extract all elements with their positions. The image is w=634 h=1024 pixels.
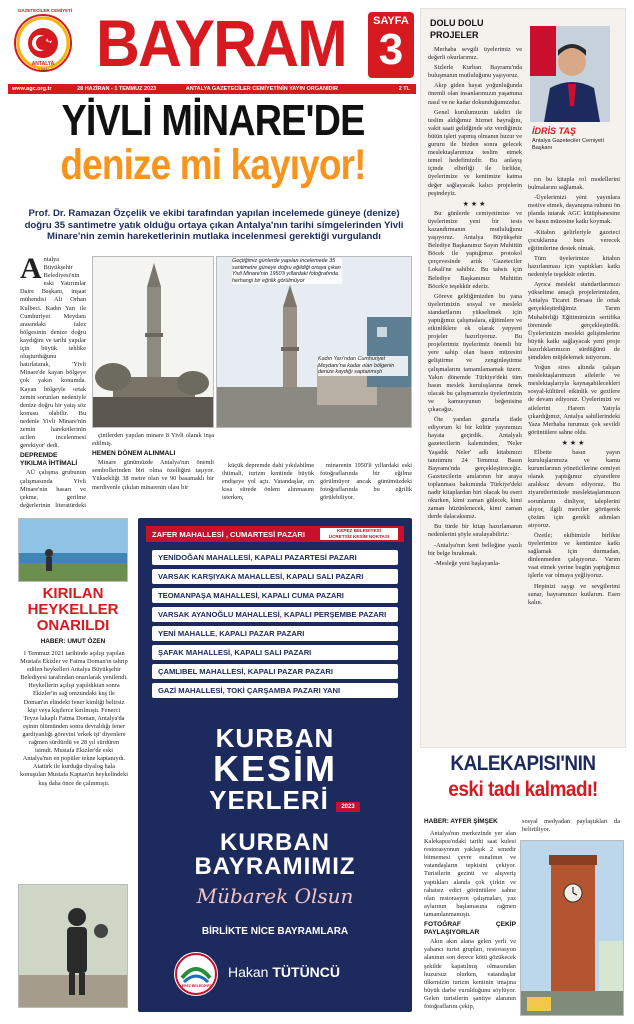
ad-row-2: TEOMANPAŞA MAHALLESİ, KAPALI CUMA PAZARI xyxy=(152,588,398,603)
main-col2b-text: Minare günümüzde Antalya'nın önemli sembollerinden biri olma özelliğini taşıyor. Yüksekliği 38 metre olan ve 90 basamaklı bir merdivenle çıkılan minarenin olası bir xyxy=(92,459,214,491)
left-title-3: ONARILDI xyxy=(36,617,110,634)
ad-row-7: GAZİ MAHALLESİ, TOKİ ÇARŞAMBA PAZARI YANI xyxy=(152,683,398,698)
kalekapisi-title-1: KALEKAPISI'NIN xyxy=(450,752,596,775)
photo-minaret-1950s xyxy=(92,256,214,428)
ad-big-kurban-2: KURBAN xyxy=(220,829,330,856)
main-story-col1 xyxy=(20,256,86,508)
ad-badge-2: ÜCRETSİZ KESİM NOKTASI xyxy=(328,534,390,539)
author-photo xyxy=(530,26,610,122)
sayfa-label: SAYFA xyxy=(373,15,409,27)
logo-text-top: GAZETECİLER CEMİYETİ xyxy=(17,8,73,13)
kalekapisi-sub: FOTOĞRAF ÇEKİP PAYLAŞIYORLAR xyxy=(424,921,516,937)
author-title: Antalya Gazeteciler Cemiyeti Başkanı xyxy=(532,138,604,151)
website[interactable]: www.agc.org.tr xyxy=(12,86,52,92)
ad-big-bayramimiz: BAYRAMIMIZ xyxy=(194,853,356,880)
headline-line1: YİVLİ MİNARE'DE xyxy=(61,96,365,145)
ad-row-4: YENİ MAHALLE, KAPALI PAZAR PAZARI xyxy=(152,626,398,641)
masthead xyxy=(0,0,420,96)
main-col4-text: minarenin 1950'li yıllardaki eski fotoğraflarında bir eğilme görülmüyor ancak günümüzdeki fotoğraflarında bu eğrilik görülebiliyor. xyxy=(320,462,412,502)
dropcap: A xyxy=(20,256,42,285)
ad-badge-1: KEPEZ BELEDİYESİ xyxy=(337,528,381,533)
ad-row-name: YENİDOĞAN MAHALLESİ xyxy=(158,553,251,562)
column-title-1: DOLU DOLU xyxy=(430,18,484,28)
column-a2-p3: Öte yandan gururla ifade ediyorum ki bir kültür yayınımızı hayata geçirdik. Antalyalı gazetecilerin kaleminden, 'Neler Yaşadık Neler' adlı kitabımızı tanıtımını 24 Temmuz Basın Bayramı'nda gerçekleştireceğiz. Gazetecilerin anılarının bir araya toplanması bakımında Türkiye'deki nadir kitaplardan biri olacak bu eseri okurken, kimi zaman gülecek, kimi zaman hüzünlenecek, kimi zaman derde dalacaksınız. xyxy=(428,416,522,521)
sayfa-number: 3 xyxy=(378,25,404,74)
ad-row-detail: KAPALI PAZAR PAZARI xyxy=(247,667,333,676)
column-stars: ★★★ xyxy=(462,199,488,208)
masthead-title: BAYRAM xyxy=(96,6,346,80)
ad-badge xyxy=(320,528,398,540)
left-title-1: KIRILAN xyxy=(42,585,104,602)
organ-text: ANTALYA GAZETECİLER CEMİYETİNİN YAYIN ORGANIDIR xyxy=(185,86,338,92)
kepez-logo xyxy=(174,952,218,996)
column-b2-p1: Elbette basın yayın kuruluşlarımıza ve kamu kurumlarının yöneticilerine cemiyet olarak yaptığımız ziyaretlere aralıksız devam ediyoruz. Bu ziyaretlerimizde meslektaşlarımızın sorunlarını dinliyor, taleplerini alıyor, ilgili merciler görüşerek çözüm için gerekli adımları atıyoruz. xyxy=(528,449,620,529)
headline-line2: denize mi kayıyor! xyxy=(60,141,366,189)
ad-row-detail: KAPALI SALI PAZARI xyxy=(234,648,312,657)
kalekapisi-p1: Antalya'nın merkezinde yer alan Kalekapısı'ndaki tarihi saat kulesi restorasyonun yaklaşık 2 senedir bitmemesi çevre esnafının ve vatandaşların tepkisini çekiyor. Turistlerin gezinti ve alışveriş yaptıkları alanda çok çirkin ve rahatsız edici görüntülere sahne olan restorasyon çalışmaları, yaz aylarının başlamasına rağmen tamamlanmamıştı. xyxy=(424,830,516,918)
column-b2-p2: Özetle; ekibimizle birlikte üyelerimize ve kentimize katkı sağlamak için durmadan, dinlenmeden çalışıyoruz. Varım vaat etmek yerine bugün yaptığımız işlerle var olmaya yeğliyoruz. xyxy=(528,531,620,580)
issue-date: 28 HAZİRAN - 1 TEMMUZ 2023 xyxy=(77,86,157,92)
column-a1-p1: Merhaba sevgili üyelerimiz ve değerli okurlarımız. xyxy=(428,46,522,62)
column-b1-p1: rın bu kitapla rol modellerini bulmalarını sağlamak. xyxy=(528,176,620,192)
photo-caption-2: Kadın Yarı'ndan Cumhuriyet Meydanı'na kadar olan bölgenin denize kaydığı saptanmıştı xyxy=(318,356,408,376)
masthead-strip xyxy=(8,84,416,94)
main-story-col4 xyxy=(320,462,412,512)
column-b1-p3: -Kitabın gelirleriyle gazeteci çocuklarına burs verecek eğitimlerine destek olmak. xyxy=(528,228,620,252)
kalekapisi-byline: HABER: AYFER ŞİMŞEK xyxy=(424,818,498,825)
ad-row-detail: KAPALI PERŞEMBE PAZARI xyxy=(284,610,387,619)
main-story-col2 xyxy=(92,432,214,510)
sayfa-box xyxy=(368,12,414,78)
ad-mayor xyxy=(228,964,340,980)
left-byline: HABER: UMUT ÖZEN xyxy=(40,638,106,645)
ad-row-0: YENİDOĞAN MAHALLESİ, KAPALI PAZARTESİ PAZARI xyxy=(152,550,398,565)
column-a1-p4: Genel kurulumuzun takdiri ile teslim aldığımız hizmet bayrağını, vakit saati gelidğinde söz verdiğimiz bütün işleri yapmış olmanın huzur ve gururu ile bizden sonra gelecek meslektaşlarımıza teslim etmek temel hedefimizdir. Bu anlayış içinde elbirliği ile birlikte, üyelerimize ve kentimize katma değer sağlayacak kalıcı projelerin peşindeyiz. xyxy=(428,108,522,197)
ad-row-detail: TOKİ ÇARŞAMBA PAZARI YANI xyxy=(226,686,341,695)
column-a xyxy=(428,46,522,762)
logo-text-bottom: ANTALYA xyxy=(31,61,55,67)
ad-row-name: YENİ MAHALLE xyxy=(158,629,215,638)
ad-row-3: VARSAK AYANOĞLU MAHALLESİ, KAPALI PERŞEMBE PAZARI xyxy=(152,607,398,622)
column-a2-p2: Göreve geldiğimizden bu yana üyelerimizin sosyal ve mesleki standartlarını yükseltmek için yaptığımız çalışmalara, eğitimlere ve etkinliklere ek olarak yepyeni projeler hazırlıyoruz. Bu projelerimiz üyelerimiz önemli bir yere sahip olan basın müzesini geliştirme ve zenginleştirme çalışmalarını tamamlamamak üzere. Yakın dönemde Türkiye'deki tüm basın meslek kuruluşlarına örnek olacak bu çalışmamızla üyelerimizin ve kamuoyunun beğenisine çıkacağız. xyxy=(428,292,522,414)
ad-row-6: ÇAMLIBEL MAHALLESİ, KAPALI PAZAR PAZARI xyxy=(152,664,398,679)
kepez-ad xyxy=(138,518,412,1012)
left-title-2: HEYKELLER xyxy=(27,601,119,618)
kalekapisi-title-2: eski tadı kalmadı! xyxy=(448,778,598,801)
ad-row-detail: KAPALI CUMA PAZARI xyxy=(261,591,344,600)
ad-big-yerleri: YERLERİ xyxy=(209,785,329,815)
logo-year: 1984 xyxy=(38,67,48,72)
main-col3-text: küçük depremde dahi yıkılabilme ihtimali, turizm kentinde büyük endişeye yol açtı. Vatandaşlar, en kısa sürede önlem alınmasını isterken, xyxy=(222,462,314,502)
ad-big-kesim: KESİM xyxy=(212,748,337,789)
column-a2-p1: Bu günlerde cemiyetimize ve üyelerimize yeni bir tesis kazandırmanın mutluluğunu yaşıyoruz. Antalya Büyükşehir Belediye Başkanımız Sayın Muhittin Böcek ile yaptığımız protokol çerçevesinde artık 'Gazeteciler Lokali'ne sahibiz. Bu tahsis için Belediye Başkanımız Muhittin Böcek'e teşekkür ederiz. xyxy=(428,209,522,290)
photo-statues-top xyxy=(18,518,128,582)
ad-big-kurban: KURBAN xyxy=(215,723,335,753)
column-b2-p3: Hepinizi saygı ve sevgilerimi sunar, bayramınızı kutlarım. Esen kalın. xyxy=(528,582,620,606)
kalekapisi-p3: sosyal medyadan paylaştıkları da belirtiliyor. xyxy=(522,818,620,834)
column-b1-p4: Tüm üyelerimize kitabın hazırlanması için yaptıkları katkı nedeniyle teşekkür ederim. xyxy=(528,254,620,279)
ad-row-name: ŞAFAK MAHALLESİ xyxy=(158,648,231,657)
column-a1-p3: Akıp giden hayat yoğunluğunda önemli olan insanlarımızın yaşamına nasıl ve ne kadar dokunduğumuzdur. xyxy=(428,82,522,106)
main-col1-text: ntalya Büyükşehir Belediyesi'nin eski Yatırımlar Daire Başkanı, inşaat mühendisi Ali Orhan Kulbeci. Kadın Yarı ile Cumhuriyet Meydanı arasındaki falez bölgesinin denize doğru kaydığını ve tarihi yapılar için büyük tehlike oluşturduğunu hatırlatarak, 'Yivli Minare'de kayan bölgeye çok yakın konumda. Kayan bölgeyle ortak zemin sorunları nedeniyle denize doğru bir yatış söz konusu olabilir. Bu nedenle Yivli Minare'nin zemin hareketlerinin acilen incelenmesi gerekiyor' dedi. xyxy=(20,256,86,450)
ad-row-detail: KAPALI SALI PAZARI xyxy=(286,572,364,581)
column-stars-2: ★★★ xyxy=(561,438,587,447)
ad-row-name: VARSAK KARŞIYAKA MAHALLESİ xyxy=(158,572,283,581)
column-b xyxy=(528,176,620,756)
author-name: İDRİS TAŞ xyxy=(532,126,576,136)
main-col1b-text: AÜ çalışma grubunun çalışmasında Yivli Minare'nin hasarı ve çekme, gerilme değerlerinin literatürdeki xyxy=(20,469,86,508)
column-a2-p5: -Antalya'nın kent belleğine yazılı bir belge bırakmak. xyxy=(428,541,522,557)
photo-clock-tower xyxy=(520,840,624,1016)
kalekapisi-col1 xyxy=(424,830,516,1016)
kepez-logo-text: KEPEZ BELEDİYESİ xyxy=(179,984,213,988)
column-a1-p2: Sizlerle Kurban Bayramı'nda buluşmanın mutluluğunu yaşıyoruz. xyxy=(428,64,522,80)
ad-row-name: VARSAK AYANOĞLU MAHALLESİ xyxy=(158,610,280,619)
column-a2-p4: Bu türde bir kitap hazırlamanın nedenlerini şöyle sıralayabiliriz: xyxy=(428,523,522,539)
column-b1-p2: -Üyelerimizi yeni yayınlara motive etmek, dayanışma ruhunu ön planda tutarak AGC kütüphanesine ve basın müzesine katkı koymak. xyxy=(528,194,620,226)
column-b1-p6: Yoğun stres altında çalışan meslektaşlarımızın ailelerle ve meslektaşlarıyla kaynaşabilecekleri sosyal-kültürel etkinlik ve gezilere de devam ediyoruz. Üyelerimizi ve ailelerini Harem Yatıyla çıkardığımız, Antalya sahillerindeki Yaza Merhaba turumuz çok sevildi görüntülere sahne oldu. xyxy=(528,364,620,436)
left-story-body xyxy=(20,650,128,880)
ad-row-1: VARSAK KARŞIYAKA MAHALLESİ, KAPALI SALI PAZARI xyxy=(152,569,398,584)
column-b1-p5: Ayrıca mesleki standartlarımızı yükseltme amaçlı projelerimizden, Antalya Ticaret Borsası ile ortak gerçekleştirdiğimiz Tarım Muhabirliği Eğitimimizin sertifika töreninde gerçekleştirdik. Üyelerimizin mesleki gelişimlerine büyük katkı sağlayacak yeni proje hazırlıklarımızın sürdüğünü de şimdiden müjdelemek istiyorum. xyxy=(528,281,620,361)
kalekapisi-p2: Akın akın alana gelen yerli ve yabancı turist grupları, restorasyon alanının son derece kötü gözükecek şekilde kapatılmış olmasından huzursuz olurken, vatandaşlar ülkemizin turizm kentinin imajına büyük darbe vurulduğunu söylüyor. Gelen turistlerin şantiye alanının fotoğraflarını çekip, xyxy=(424,938,516,1010)
ad-year: 2023 xyxy=(336,802,360,812)
ad-mayor-last: TÜTÜNCÜ xyxy=(272,964,341,980)
photo-caption-1: Geçtiğimiz günlerde yapılan incelemede 35 santimetre güneye doğru eğildiği ortaya çıkan Yivli Minare'nin 1950'li yıllardaki fotoğrafında herhangi bir eğrilik görülmüyor xyxy=(232,258,341,284)
ad-tagline: BİRLİKTE NİCE BAYRAMLARA xyxy=(201,926,349,937)
ad-row-name: ÇAMLIBEL MAHALLESİ xyxy=(158,667,244,676)
ad-row-name: GAZİ MAHALLESİ xyxy=(158,686,223,695)
ad-row-detail: KAPALI PAZAR PAZARI xyxy=(219,629,305,638)
column-title-2: PROJELER xyxy=(430,30,479,40)
headline-deck: Prof. Dr. Ramazan Özçelik ve ekibi tarafından yapılan incelemede güneye (denize) doğru 35 santimetre yatık olduğu ortaya çıkan Antalya'nın tarihi simgelerinden Yivli Minare'nin zemin hareketlerinin mutlaka incelenmesi gerektiği vurgulandı xyxy=(24,208,404,243)
ad-row-detail: KAPALI PAZARTESİ PAZARI xyxy=(254,553,357,562)
ad-mayor-first: Hakan xyxy=(228,964,269,980)
photo-statue-bottom xyxy=(18,884,128,1008)
main-sub2: HEMEN DÖNEM ALINMALI xyxy=(92,450,176,458)
left-body-text: 1 Temmuz 2021 tarihinde açılışı yapılan Mustafa Ekizler ve Fatma Doman'ın tahrip edilen heykelleri Antalya Büyükşehir Belediyesi tarafından onarılarak yenilendi. Heykellerin açılışı yapıldıktan sonra Ekizler'in sağ omzundaki kuş ile Doman'ın elindeki fener kimliği belirsiz kişi veya kişilerce kırılmıştı. Fenerci Teyze lakaplı Fatma Doman, Antalya'da eşinin ölümünden sonra devraldığı fener gardiyanlığı görevini 'erkek işi' diyenlere rağmen sürdürdü ve 28 yıl sürdüren isimdi. Mustafa Ekizler'de eski Antalya'nın en popüler tekne kaptanıydı. Atatürk ile kurduğu diyalog hala konuşulan Mustafa Kaptan'ın heykelindeki kuş daha önce de çalınmıştı. xyxy=(20,650,128,787)
agc-logo xyxy=(14,8,73,72)
ad-row-5: ŞAFAK MAHALLESİ, KAPALI SALI PAZARI xyxy=(152,645,398,660)
main-col2-text: çinilerden yapılan minare 8 Yivli olarak inşa edilmiş. xyxy=(92,432,214,448)
main-story-col3 xyxy=(222,462,314,512)
ad-header-text: ZAFER MAHALLESİ , CUMARTESİ PAZARI xyxy=(152,530,305,539)
column-a2-p6: -Mesleğe yeni başlayanla- xyxy=(434,559,501,567)
price: 2 TL xyxy=(398,86,410,92)
ad-row-name: TEOMANPAŞA MAHALLESİ xyxy=(158,591,258,600)
ad-script: Mübarek Olsun xyxy=(196,884,354,908)
kalekapisi-col2 xyxy=(522,818,620,840)
main-sub1: DEPREMDE YIKILMA İHTİMALİ xyxy=(20,452,78,468)
